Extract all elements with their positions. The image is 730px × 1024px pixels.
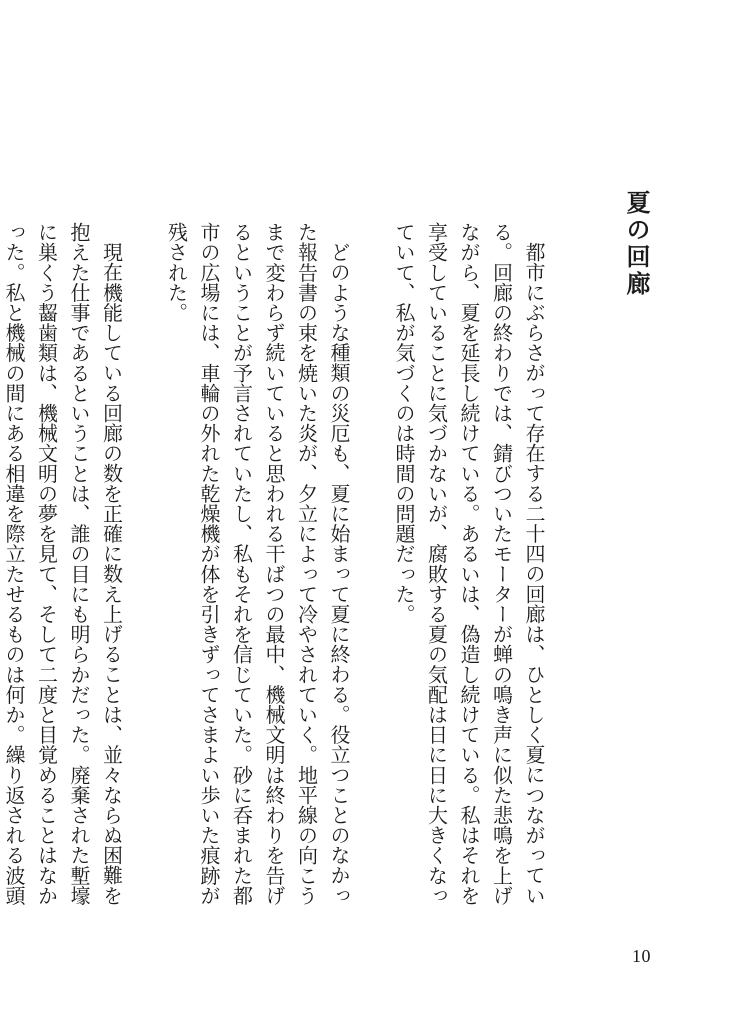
body-text [0, 222, 550, 922]
paragraph-3: 現在機能している回廊の数を正確に数え上げることは、並々ならぬ困難を抱えた仕事であるということは、誰の目にも明らかだった。廃棄された塹壕に巣くう齧歯類は、機械文明の夢を見て、そして二度と目覚めることはなかった。私と機械の間にある相違を際立たせるものは何か。繰り返される波頭 [2, 222, 124, 906]
paragraph-gap [128, 222, 161, 922]
paragraph-2: どのような種類の災厄も、夏に始まって夏に終わる。役立つことのなかった報告書の束を焼いた炎が、夕立によって冷やされていく。地平線の向こうまで変わらず続いていると思われる干ばつの最中、機械文明は終わりを告げるということが予言されていたし、私もそれを信じていた。砂に呑まれた都市の広場には、車輪の外れた乾燥機が体を引きずってさまよい歩いた痕跡が残された。 [164, 222, 351, 906]
paragraph-gap [355, 222, 388, 922]
page-number: 10 [632, 946, 651, 966]
chapter-title: 夏の回廊 [622, 190, 651, 298]
paragraph-1: 都市にぶらさがって存在する二十四の回廊は、ひとしく夏につながっている。回廊の終わりでは、錆びついたモーターが蝉の鳴き声に似た悲鳴を上げながら、夏を延長し続けている。あるいは、偽造し続けている。私はそれを享受していることに気づかないが、腐敗する夏の気配は日に日に大きくなっていて、私が気づくのは時間の問題だった。 [392, 222, 546, 906]
